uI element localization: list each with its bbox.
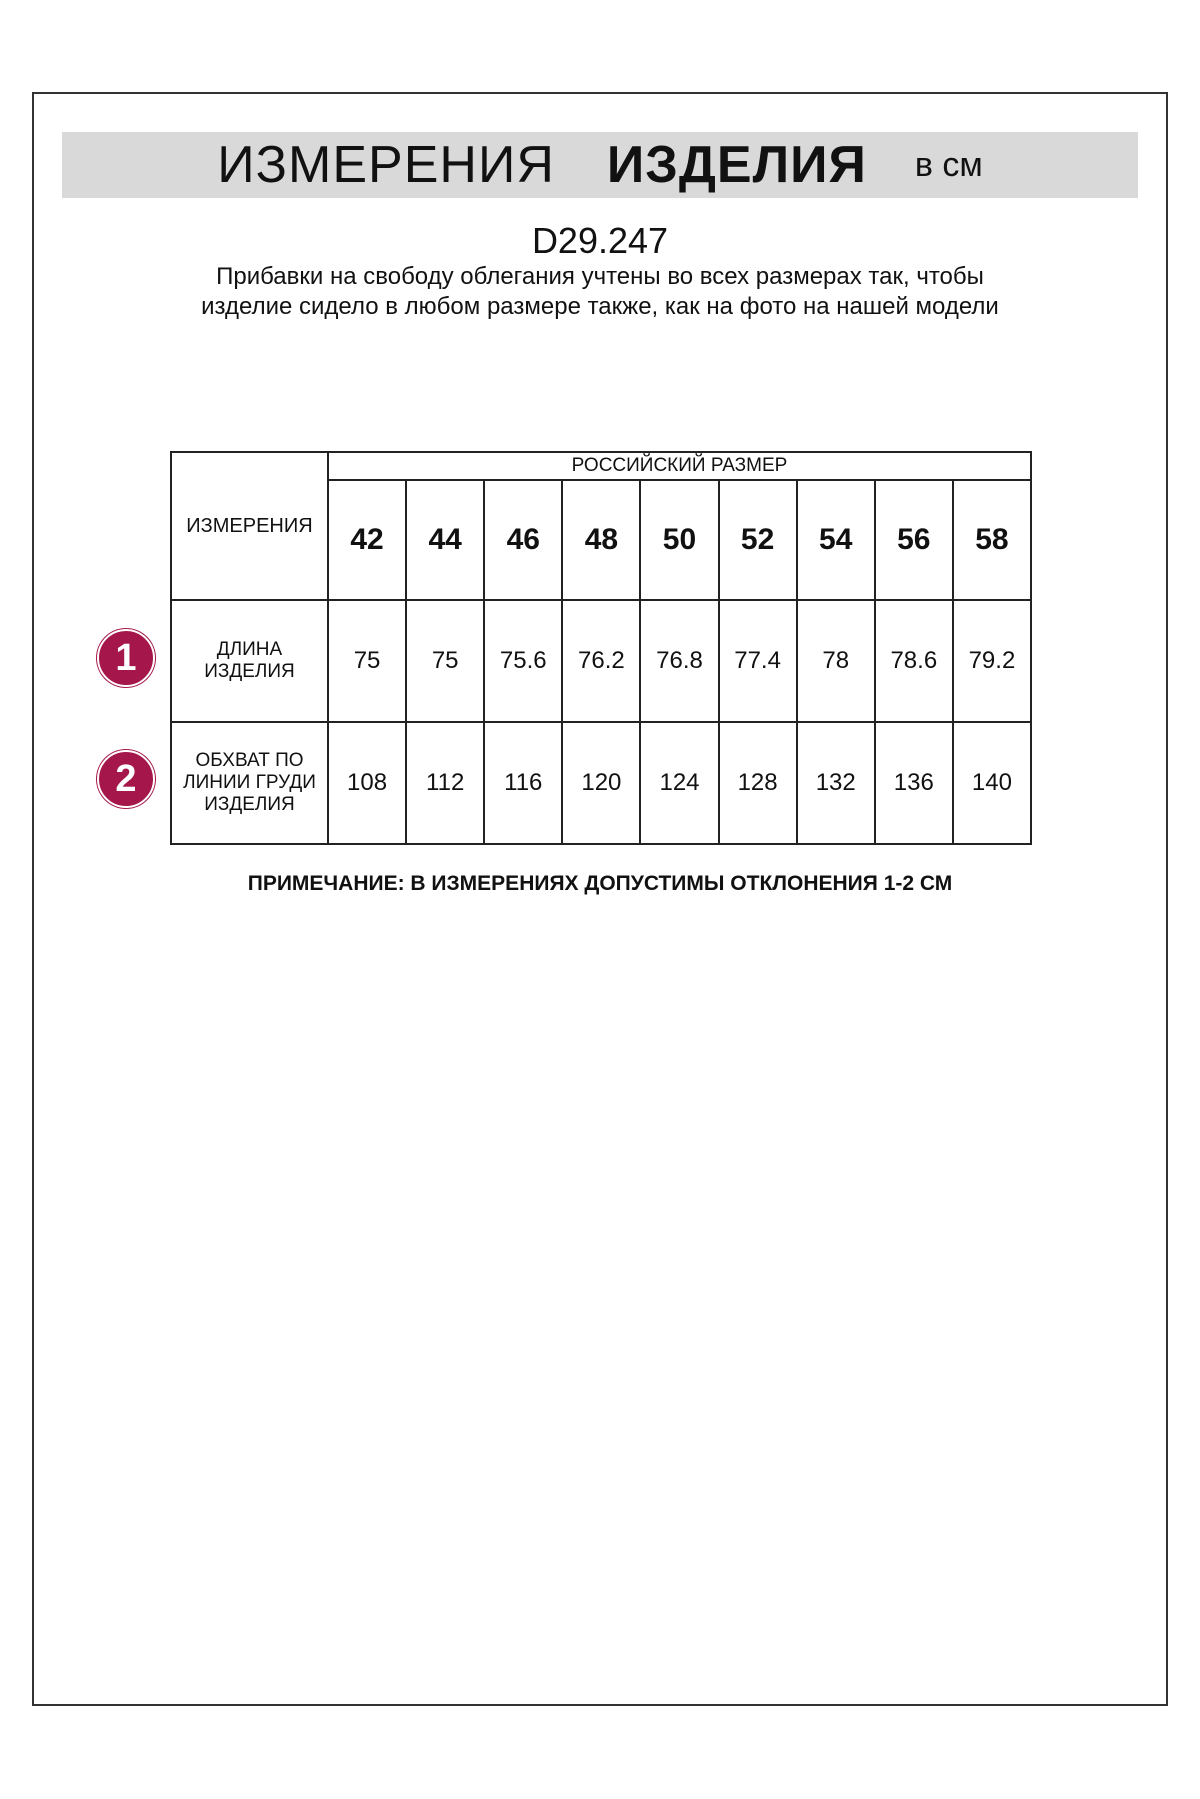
size-table <box>170 451 1032 845</box>
russian-size-header: РОССИЙСКИЙ РАЗМЕР <box>328 452 1031 480</box>
table-cell: 78 <box>797 600 875 722</box>
title-unit: в см <box>914 145 983 184</box>
table-cell: 120 <box>562 722 640 844</box>
table-cell: 77.4 <box>719 600 797 722</box>
table-cell: 76.2 <box>562 600 640 722</box>
row-label-length: ДЛИНА ИЗДЕЛИЯ <box>171 600 328 722</box>
size-48-header: 48 <box>562 480 640 600</box>
table-cell: 78.6 <box>875 600 953 722</box>
table-cell: 128 <box>719 722 797 844</box>
table-cell: 75 <box>328 600 406 722</box>
table-cell: 76.8 <box>640 600 718 722</box>
size-58-header: 58 <box>953 480 1031 600</box>
size-52-header: 52 <box>719 480 797 600</box>
table-cell: 116 <box>484 722 562 844</box>
product-code: D29.247 <box>531 220 669 261</box>
size-50-header: 50 <box>640 480 718 600</box>
table-cell: 140 <box>953 722 1031 844</box>
row-label-chest: ОБХВАТ ПО ЛИНИИ ГРУДИ ИЗДЕЛИЯ <box>171 722 328 844</box>
size-42-header: 42 <box>328 480 406 600</box>
size-46-header: 46 <box>484 480 562 600</box>
title-banner <box>62 132 1138 198</box>
measurements-header: ИЗМЕРЕНИЯ <box>171 452 328 600</box>
fit-description: Прибавки на свободу облегания учтены во всех размерах так, чтобы изделие сидело в любом размере также, как на фото на нашей модели <box>201 263 999 320</box>
table-cell: 108 <box>328 722 406 844</box>
title-bold: ИЗДЕЛИЯ <box>606 136 867 194</box>
title-regular: ИЗМЕРЕНИЯ <box>217 136 555 194</box>
page-frame <box>32 92 1168 1706</box>
table-cell: 136 <box>875 722 953 844</box>
deviation-note: ПРИМЕЧАНИЕ: В ИЗМЕРЕНИЯХ ДОПУСТИМЫ ОТКЛОНЕНИЯ 1-2 СМ <box>247 872 953 895</box>
table-row <box>171 600 1031 722</box>
table-cell: 79.2 <box>953 600 1031 722</box>
measure-number-1-badge: 1 <box>97 629 155 687</box>
table-cell: 132 <box>797 722 875 844</box>
size-44-header: 44 <box>406 480 484 600</box>
table-cell: 75 <box>406 600 484 722</box>
table-row <box>171 722 1031 844</box>
measure-number-2-badge: 2 <box>97 750 155 808</box>
table-cell: 124 <box>640 722 718 844</box>
table-cell: 112 <box>406 722 484 844</box>
table-cell: 75.6 <box>484 600 562 722</box>
size-54-header: 54 <box>797 480 875 600</box>
size-56-header: 56 <box>875 480 953 600</box>
